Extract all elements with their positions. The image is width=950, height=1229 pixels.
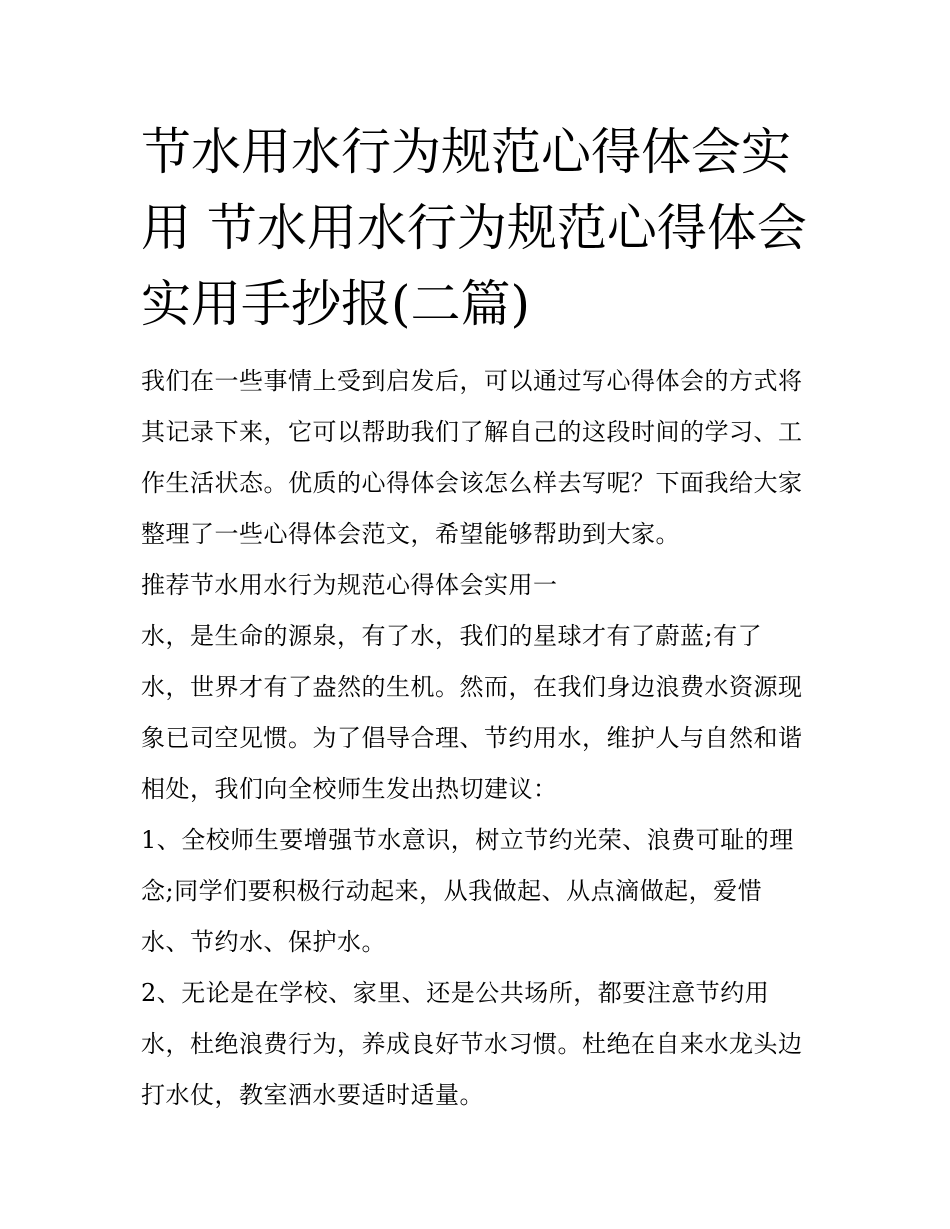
document-title [141,114,821,342]
text-line: 打水仗，教室洒水要适时适量。 [141,1081,484,1109]
intro-paragraph [141,356,821,560]
list-item-2 [141,968,821,1121]
text-line: 整理了一些心得体会范文，希望能够帮助到大家。 [141,520,680,548]
text-line: 水、节约水、保护水。 [141,928,386,956]
text-line: 作生活状态。优质的心得体会该怎么样去写呢？下面我给大家 [141,469,803,497]
section-heading: 推荐节水用水行为规范心得体会实用一 [141,571,558,599]
text-line: 1、全校师生要增强节水意识，树立节约光荣、浪费可耻的理 [141,826,794,854]
text-line: 水，世界才有了盎然的生机。然而，在我们身边浪费水资源现 [141,673,803,701]
text-line: 相处，我们向全校师生发出热切建议： [141,775,558,803]
text-line: 象已司空见惯。为了倡导合理、节约用水，维护人与自然和谐 [141,724,803,752]
text-line: 念;同学们要积极行动起来，从我做起、从点滴做起，爱惜 [141,877,763,905]
list-item-1 [141,815,821,968]
body-paragraph [141,611,821,815]
title-line: 实用手抄报(二篇) [141,275,531,333]
document-body [141,356,821,1121]
document-page [141,114,821,1121]
text-line: 水，是生命的源泉，有了水，我们的星球才有了蔚蓝;有了 [141,622,763,650]
title-line: 节水用水行为规范心得体会实 [141,123,791,181]
title-line: 用 节水用水行为规范心得体会 [141,199,807,257]
text-line: 我们在一些事情上受到启发后，可以通过写心得体会的方式将 [141,367,803,395]
text-line: 2、无论是在学校、家里、还是公共场所，都要注意节约用 [141,979,770,1007]
text-line: 水，杜绝浪费行为，养成良好节水习惯。杜绝在自来水龙头边 [141,1030,803,1058]
text-line: 其记录下来，它可以帮助我们了解自己的这段时间的学习、工 [141,418,803,446]
